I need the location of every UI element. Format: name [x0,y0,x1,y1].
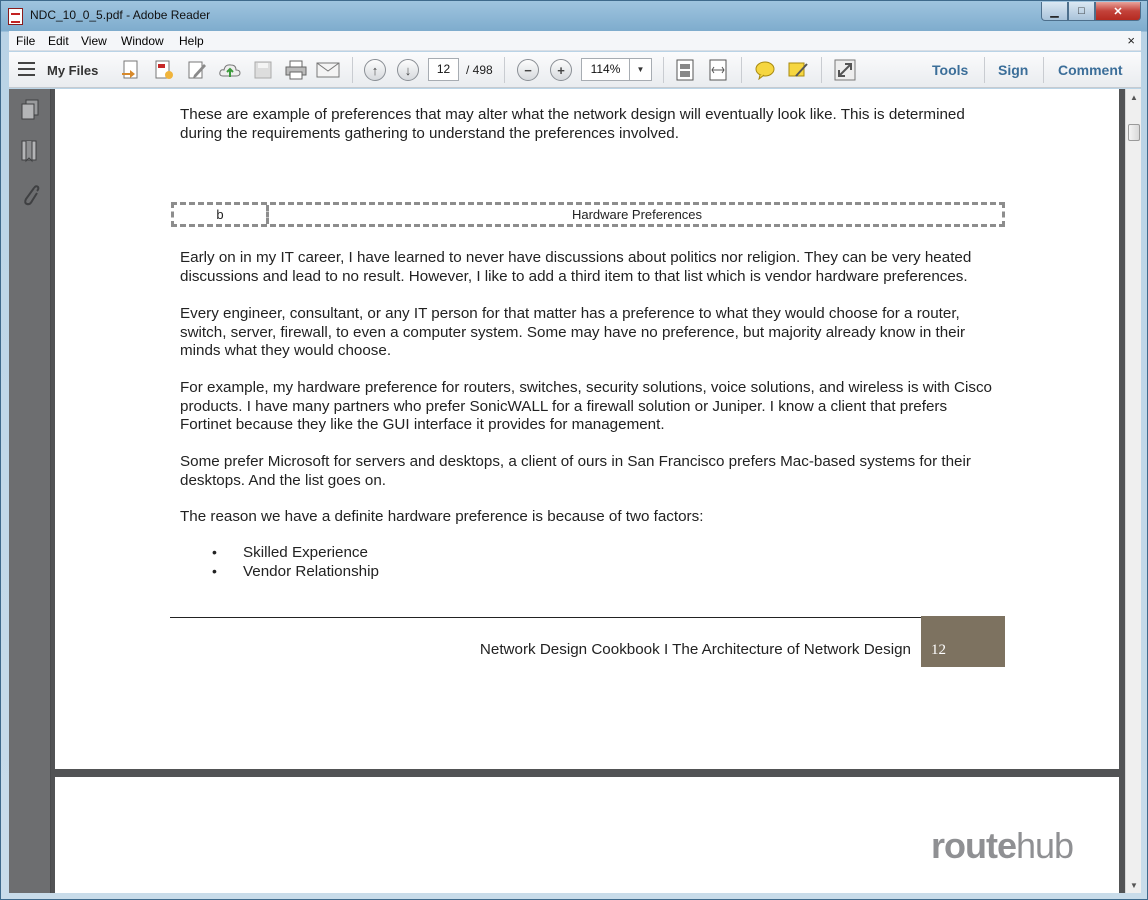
paragraph-3: For example, my hardware preference for routers, switches, security solutions, voice solutions, and wireless is with Cisco products. I have many partners who prefer SonicWALL for a firewall solution or Juniper. I know a client that prefers Fortinet because they like the GUI interface it provides for management. [180,379,993,434]
page-number-input[interactable]: 12 [428,58,459,81]
maximize-button[interactable]: □ [1068,2,1095,21]
my-files-button[interactable]: My Files [47,63,99,78]
paragraph-2: Every engineer, consultant, or any IT person for that matter has a preference to what they would choose for a router, switch, server, firewall, to even a computer system. Some may have no preference, but majority already know in their minds what they would choose. [180,305,966,360]
pdf-page [55,89,1119,769]
edit-pdf-icon[interactable] [185,58,209,82]
vertical-scrollbar[interactable] [1125,89,1141,893]
paragraph-1: Early on in my IT career, I have learned to never have discussions about politics nor religion. They can be very heated discussions and lead to no result. However, I like to add a third item to that list which is vendor hardware preferences. [180,249,972,285]
title-bar [1,1,1147,31]
footer-divider [170,617,922,618]
document-view[interactable] [51,89,1125,893]
page-total: / 498 [466,63,493,77]
tools-button[interactable]: Tools [932,62,969,78]
section-header-table [171,202,1005,227]
email-icon[interactable] [316,58,340,82]
toolbar [9,52,1141,88]
previous-page-icon[interactable]: ↑ [364,59,386,81]
paragraph-4: Some prefer Microsoft for servers and desktops, a client of ours in San Francisco prefers Mac-based systems for their desktops. And the list goes on. [180,453,971,489]
navigation-panel [9,89,51,893]
close-button[interactable]: ✕ [1095,2,1141,21]
chevron-down-icon[interactable]: ▼ [629,59,651,80]
cloud-upload-icon[interactable] [218,58,242,82]
page-number-badge [921,616,1005,667]
zoom-select[interactable] [581,58,652,81]
menu-file[interactable]: File [16,34,36,48]
pdf-file-icon [8,8,23,25]
minimize-button[interactable]: ▁ [1041,2,1068,21]
save-icon[interactable] [251,58,275,82]
hamburger-menu-icon[interactable] [18,62,35,76]
window-title: NDC_10_0_5.pdf - Adobe Reader [30,8,211,22]
print-icon[interactable] [284,58,308,82]
intro-paragraph: These are example of preferences that may alter what the network design will eventually look like. This is determined during the requirements gathering to understand the preferences involved. [180,106,965,142]
list-item: • Vendor Relationship [212,562,379,581]
bookmarks-icon[interactable] [18,139,42,165]
full-screen-icon[interactable] [833,58,857,82]
attachments-icon[interactable] [18,182,42,208]
zoom-in-icon[interactable]: + [550,59,572,81]
close-document-icon[interactable]: × [1127,33,1135,48]
fit-page-icon[interactable] [673,58,697,82]
export-pdf-icon[interactable] [152,58,176,82]
fit-width-icon[interactable] [706,58,730,82]
list-item: • Skilled Experience [212,543,379,562]
menu-view[interactable]: View [81,34,107,48]
menu-help[interactable]: Help [179,34,204,48]
create-pdf-icon[interactable] [119,58,143,82]
scroll-up-icon[interactable]: ▲ [1130,92,1138,102]
zoom-out-icon[interactable]: − [517,59,539,81]
menu-edit[interactable]: Edit [48,34,69,48]
menu-bar [9,31,1141,51]
next-page-icon[interactable]: ↓ [397,59,419,81]
zoom-value[interactable]: 114% [590,62,621,76]
scroll-down-icon[interactable]: ▼ [1130,880,1138,890]
sticky-note-icon[interactable] [753,58,777,82]
comment-button[interactable]: Comment [1058,62,1123,78]
bullet-list [212,543,379,581]
section-letter: b [174,205,269,224]
sign-button[interactable]: Sign [998,62,1029,78]
highlight-text-icon[interactable] [786,58,810,82]
section-title: Hardware Preferences [571,207,703,222]
menu-window[interactable]: Window [121,34,164,48]
window-controls [1041,2,1141,21]
paragraph-5: The reason we have a definite hardware preference is because of two factors: [180,508,704,525]
pdf-page-next [55,777,1119,893]
page-footer-text: Network Design Cookbook I The Architecture of Network Design [479,641,911,658]
page-number: 12 [931,642,946,658]
page-thumbnails-icon[interactable] [18,97,42,123]
routehub-logo: routehub [931,825,1074,866]
scroll-thumb[interactable] [1128,124,1140,141]
